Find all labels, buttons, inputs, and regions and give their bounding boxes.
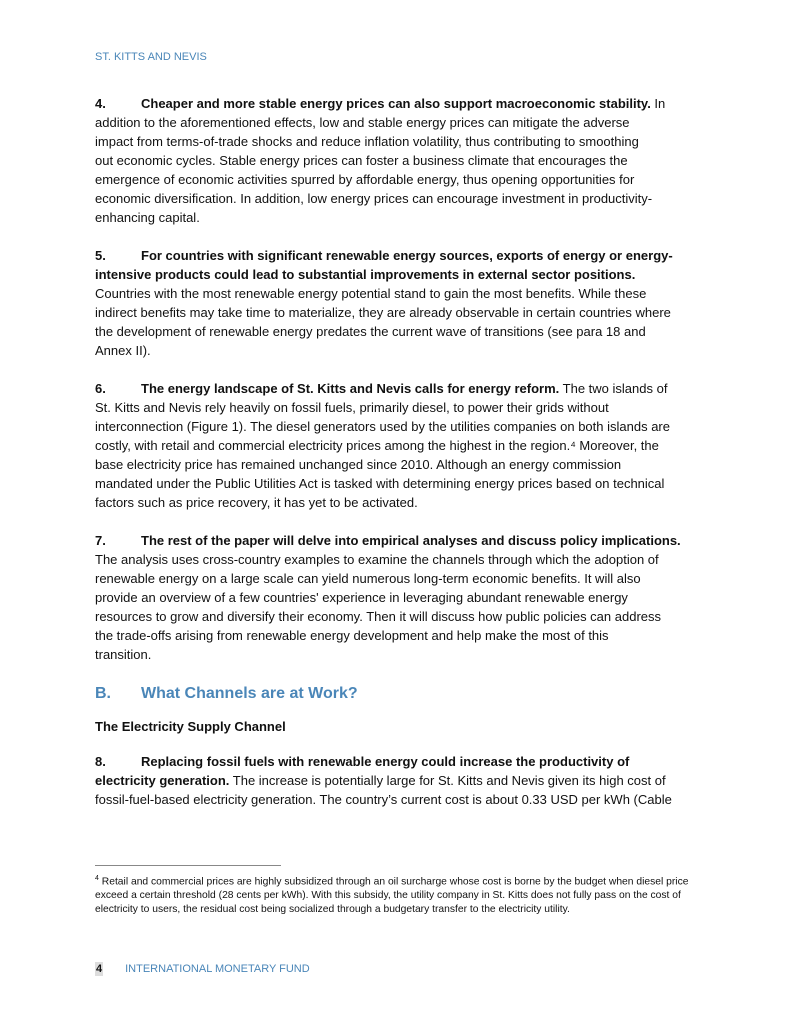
section-letter: B. [95,685,111,702]
section-heading [95,683,705,705]
body-text: The increase is potentially large for St. Kitts and Nevis given its high cost of [229,773,666,788]
text-line [95,645,705,664]
body-text: costly, with retail and commercial electricity prices among the highest in the region.⁴ Moreover, the [95,438,659,453]
footnote-mark: 4 [95,875,99,882]
paragraph [95,752,705,809]
body-text: In [650,96,666,111]
text-line [95,569,705,588]
body-text: addition to the aforementioned effects, low and stable energy prices can mitigate the adverse [95,115,630,130]
text-line [95,588,705,607]
paragraph-number: 8. [95,754,106,769]
body-text: St. Kitts and Nevis rely heavily on fossil fuels, primarily diesel, to power their grids without [95,400,609,415]
body-text: resources to grow and diversify their economy. Then it will discuss how public policies can address [95,609,662,624]
body-text: renewable energy on a large scale can yield numerous long-term economic benefits. It will also [95,571,641,586]
bold-lead-text: Replacing fossil fuels with renewable energy could increase the productivity of [141,754,630,769]
body-text: mandated under the Public Utilities Act is tasked with determining energy prices based on technical [95,476,665,491]
text-line [95,771,705,790]
body-text: impact from terms-of-trade shocks and reduce inflation volatility, thus contributing to smoothing [95,134,639,149]
text-line [95,341,705,360]
body-text: Annex II). [95,343,151,358]
text-line [95,284,705,303]
text-line [95,493,705,512]
paragraph-group [95,752,705,809]
paragraph-group [95,94,705,664]
subsection-heading: The Electricity Supply Channel [95,719,286,734]
text-line [95,151,705,170]
page-number: 4 [96,963,103,975]
text-line [95,398,705,417]
body-text: the development of renewable energy predates the current wave of transitions (see para 18 and [95,324,646,339]
text-line [95,607,705,626]
body-text: interconnection (Figure 1). The diesel generators used by the utilities companies on both islands are [95,419,670,434]
paragraph-number: 5. [95,248,106,263]
section-title: What Channels are at Work? [141,685,358,702]
bold-lead-text: electricity generation. [95,773,230,788]
document-body [95,94,705,828]
text-line [95,322,705,341]
body-text: enhancing capital. [95,210,200,225]
bold-lead-text: Cheaper and more stable energy prices can also support macroeconomic stability. [141,96,651,111]
body-text: provide an overview of a few countries' experience in leveraging abundant renewable energy [95,590,628,605]
footer-organization: INTERNATIONAL MONETARY FUND [125,963,310,975]
page-footer [95,962,310,976]
bold-lead-text: The energy landscape of St. Kitts and Nevis calls for energy reform. [141,381,560,396]
paragraph-number: 4. [95,96,106,111]
paragraph [95,246,705,360]
bold-lead-text: The rest of the paper will delve into empirical analyses and discuss policy implications. [141,533,681,548]
body-text: out economic cycles. Stable energy prices can foster a business climate that encourages the [95,153,628,168]
bold-lead-text: intensive products could lead to substantial improvements in external sector positions. [95,267,636,282]
body-text: base electricity price has remained unchanged since 2010. Although an energy commission [95,457,622,472]
paragraph [95,94,705,227]
text-line [95,303,705,322]
text-line [95,626,705,645]
paragraph [95,379,705,512]
text-line [95,550,705,569]
body-text: The analysis uses cross-country examples to examine the channels through which the adoption of [95,552,659,567]
footnote-text: Retail and commercial prices are highly subsidized through an oil surcharge whose cost is borne by the budget when diesel price exceed a certain threshold (28 cents per kWh). With this subsidy, the utility company in St. Kitts does not fully pass on the cost of electricity to users, the residual cost being socialized through a budgetary transfer to the electricity utility. [95,876,689,916]
text-line [95,752,705,771]
paragraph-number: 6. [95,381,106,396]
text-line [95,790,705,809]
text-line [95,132,705,151]
body-text: transition. [95,647,152,662]
text-line [95,474,705,493]
text-line [95,436,705,455]
paragraph [95,531,705,664]
text-line [95,113,705,132]
body-text: factors such as price recovery, it has yet to be activated. [95,495,418,510]
body-text: indirect benefits may take time to materialize, they are already observable in certain countries where [95,305,671,320]
bold-lead-text: For countries with significant renewable energy sources, exports of energy or energy- [141,248,673,263]
body-text: the trade-offs arising from renewable energy development and help make the most of this [95,628,609,643]
text-line [95,455,705,474]
text-line [95,265,705,284]
body-text: economic diversification. In addition, low energy prices can encourage investment in productivity- [95,191,653,206]
text-line [95,170,705,189]
text-line [95,531,705,550]
text-line [95,189,705,208]
text-line [95,94,705,113]
body-text: emergence of economic activities spurred by affordable energy, thus opening opportunities for [95,172,635,187]
footnote [95,872,705,917]
text-line [95,417,705,436]
body-text: The two islands of [559,381,668,396]
text-line [95,246,705,265]
running-header: ST. KITTS AND NEVIS [95,51,207,63]
footnote-divider [95,865,281,866]
body-text: fossil-fuel-based electricity generation. The country’s current cost is about 0.33 USD per kWh (Cable [95,792,672,807]
text-line [95,379,705,398]
body-text: Countries with the most renewable energy potential stand to gain the most benefits. While these [95,286,647,301]
paragraph-number: 7. [95,533,106,548]
text-line [95,208,705,227]
